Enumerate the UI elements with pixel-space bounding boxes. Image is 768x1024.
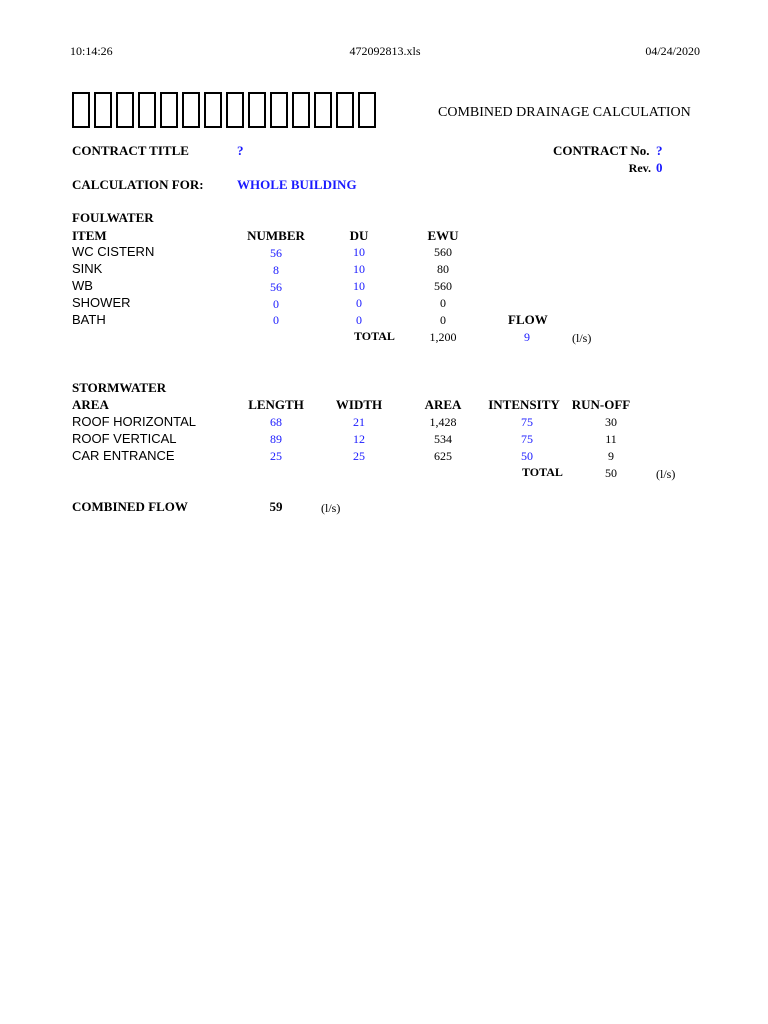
foul-number: 0 [273,297,279,311]
foul-du: 10 [353,245,365,259]
missing-glyph-box [248,92,266,128]
foul-number: 8 [273,263,279,277]
file-name: 472092813.xls [349,44,421,58]
storm-header-area: AREA [72,397,109,412]
storm-header-width: WIDTH [335,397,383,412]
foul-number: 56 [270,280,282,294]
storm-length: 89 [270,432,282,446]
storm-area-value: 534 [434,432,452,446]
foul-item: SINK [72,261,103,276]
combined-flow-unit: (l/s) [321,501,341,515]
foul-header-number: NUMBER [247,228,305,243]
missing-glyph-box [336,92,354,128]
print-date: 04/24/2020 [645,44,700,58]
foul-du: 0 [356,313,362,327]
print-time: 10:14:26 [70,44,113,58]
foul-item: BATH [72,312,106,327]
storm-width: 21 [353,415,365,429]
foul-item: WB [72,278,93,293]
foul-ewu: 0 [440,296,446,310]
missing-glyph-box [314,92,332,128]
storm-header-runoff: RUN-OFF [571,397,631,412]
storm-width: 25 [353,449,365,463]
contract-no-label: CONTRACT No. [553,143,650,158]
foul-ewu: 560 [434,279,452,293]
storm-header-area-value: AREA [424,397,462,412]
missing-glyph-box [226,92,244,128]
missing-glyph-box [182,92,200,128]
foul-flow-unit: (l/s) [572,331,592,345]
company-name-glyphs [72,92,380,128]
missing-glyph-box [270,92,288,128]
storm-intensity: 50 [521,449,533,463]
storm-area-name: ROOF VERTICAL [72,431,177,446]
storm-area-value: 625 [434,449,452,463]
foul-du: 10 [353,262,365,276]
document-title: COMBINED DRAINAGE CALCULATION [438,105,691,120]
missing-glyph-box [138,92,156,128]
foul-number: 56 [270,246,282,260]
missing-glyph-box [204,92,222,128]
foul-number: 0 [273,313,279,327]
foul-du: 10 [353,279,365,293]
storm-runoff: 30 [605,415,617,429]
foulwater-section-label: FOULWATER [72,210,154,225]
foul-header-item: ITEM [72,228,107,243]
flow-label: FLOW [508,312,548,327]
storm-area-name: ROOF HORIZONTAL [72,414,196,429]
missing-glyph-box [116,92,134,128]
storm-intensity: 75 [521,415,533,429]
storm-header-intensity: INTENSITY [488,397,560,412]
missing-glyph-box [72,92,90,128]
missing-glyph-box [358,92,376,128]
foul-header-du: DU [349,228,369,243]
rev-value: 0 [656,160,663,175]
contract-title-value: ? [237,143,244,158]
storm-area-name: CAR ENTRANCE [72,448,175,463]
storm-intensity: 75 [521,432,533,446]
combined-flow-label: COMBINED FLOW [72,499,188,514]
storm-length: 68 [270,415,282,429]
foul-total-label: TOTAL [354,329,395,343]
foul-header-ewu: EWU [427,228,459,243]
foul-flow-value: 9 [524,330,530,344]
calc-for-label: CALCULATION FOR: [72,177,204,192]
storm-total-unit: (l/s) [656,467,676,481]
storm-area-value: 1,428 [429,415,457,429]
foul-ewu: 0 [440,313,446,327]
calc-for-value: WHOLE BUILDING [237,177,357,192]
contract-no-value: ? [656,143,663,158]
storm-runoff: 9 [608,449,614,463]
missing-glyph-box [94,92,112,128]
storm-runoff: 11 [605,432,617,446]
foul-du: 0 [356,296,362,310]
foul-ewu: 80 [437,262,449,276]
missing-glyph-box [292,92,310,128]
storm-total-runoff: 50 [605,466,617,480]
storm-width: 12 [353,432,365,446]
storm-header-length: LENGTH [248,397,304,412]
combined-flow-value: 59 [269,499,283,514]
foul-item: SHOWER [72,295,131,310]
foul-ewu: 560 [434,245,452,259]
foul-total-ewu: 1,200 [429,330,457,344]
rev-label: Rev. [628,161,651,175]
foul-item: WC CISTERN [72,244,155,259]
storm-length: 25 [270,449,282,463]
missing-glyph-box [160,92,178,128]
storm-total-label: TOTAL [522,465,563,479]
stormwater-section-label: STORMWATER [72,380,167,395]
contract-title-label: CONTRACT TITLE [72,143,189,158]
